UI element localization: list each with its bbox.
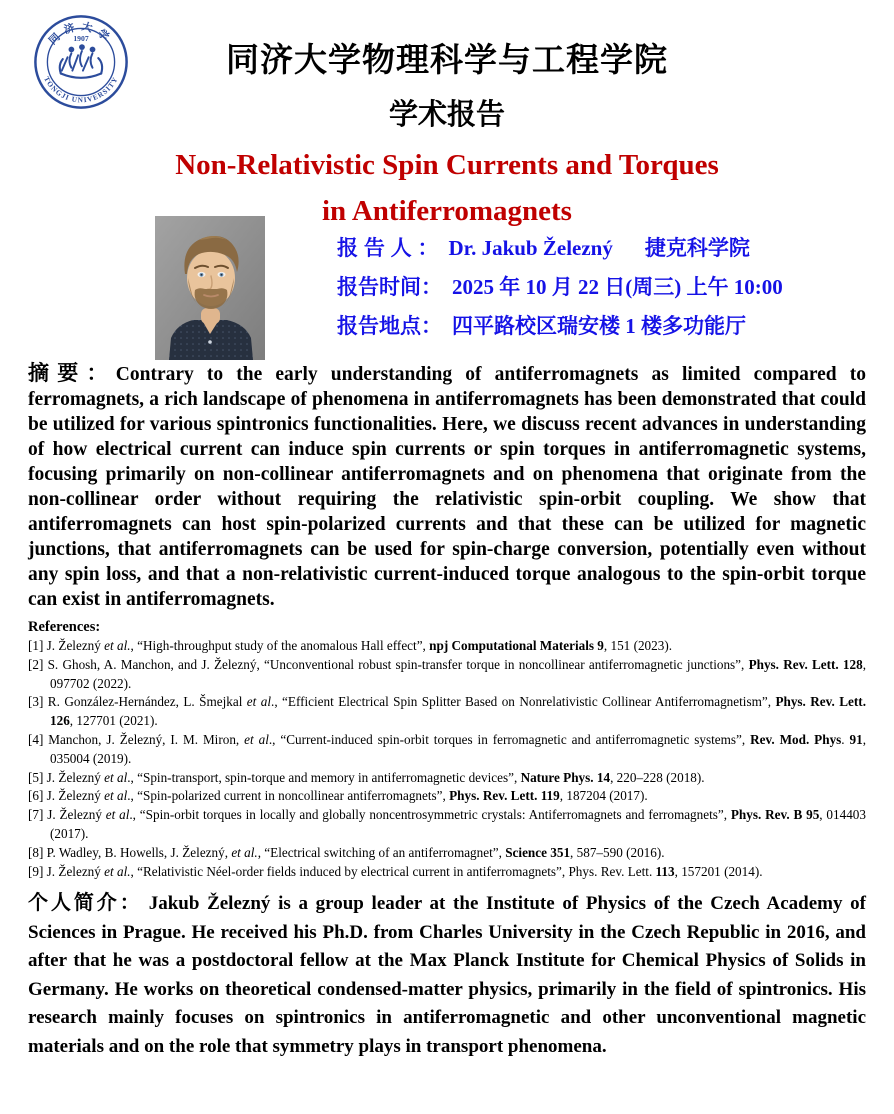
speaker-photo (155, 216, 265, 360)
venue-line (337, 313, 783, 352)
reference-item: [8] P. Wadley, B. Howells, J. Železný, et al., “Electrical switching of an antiferromagnet”, Science 351, 587–590 (2016). (28, 844, 665, 860)
speaker-name: Dr. Jakub Železný (448, 236, 613, 260)
reference-item: [7] J. Železný et al., “Spin-orbit torques in locally and globally noncentrosymmetric crystals: Antiferromagnets and ferromagnets”, Phys. Rev. B 95, 014403 (2017). (28, 807, 866, 841)
logo-year: 1907 (73, 33, 89, 43)
speaker-info (337, 235, 783, 352)
references-list (28, 637, 866, 881)
abstract-paragraph (28, 361, 866, 612)
abstract-text: Contrary to the early understanding of antiferromagnets as limited compared to ferromagnets, a rich landscape of phenomena in antiferromagnets has been demonstrated that could be utilized for various spintronics functionalities. Here, we discuss recent advances in understanding of how electrical current can induce spin currents or spin torques in antiferromagnetic systems, focusing primarily on non-collinear antiferromagnets and on phenomena that originate from the non-collinear order without requiring the relativistic spin-orbit coupling. We show that antiferromagnets can host spin-polarized currents and that these can be utilized for magnetic junctions, that antiferromagnets can be used for spin-charge conversion, potentially even without any spin loss, and that a non-relativistic current-induced torque analogous to the spin-orbit torque can exist in antiferromagnets. (28, 364, 866, 610)
venue-label: 报告地点： (337, 315, 442, 338)
poster-body (0, 361, 894, 1061)
reference-item: [6] J. Železný et al., “Spin-polarized current in noncollinear antiferromagnets”, Phys. Rev. Lett. 119, 187204 (2017). (28, 788, 648, 804)
speaker-portrait-icon (155, 216, 265, 360)
abstract-label: 摘要： (28, 362, 116, 385)
reference-item: [4] Manchon, J. Železný, I. M. Miron, et al., “Current-induced spin-orbit torques in ferromagnetic and antiferromagnetic systems”, Rev. Mod. Phys. 91, 035004 (2019). (28, 731, 867, 766)
bio-paragraph (28, 889, 866, 1061)
speaker-line (337, 235, 783, 274)
reference-item: [2] S. Ghosh, A. Manchon, and J. Železný, “Unconventional robust spin-transfer torque in noncollinear antiferromagnetic junctions”, Phys. Rev. Lett. 128, 097702 (2022). (28, 656, 866, 691)
reference-item: [3] R. González-Hernández, L. Šmejkal et al., “Efficient Electrical Spin Splitter Based on Nonrelativistic Collinear Antiferromagnetism”, Phys. Rev. Lett. 126, 127701 (2021). (28, 694, 866, 729)
reference-item: [9] J. Železný et al., “Relativistic Néel-order fields induced by electrical current in antiferromagnets”, Phys. Rev. Lett. 113, 157201 (2014). (28, 863, 763, 879)
event-type: 学术报告 (388, 99, 505, 131)
school-name: 同济大学物理科学与工程学院 (226, 41, 668, 78)
bio-label: 个人简介： (28, 892, 143, 915)
bio-text: Jakub Železný is a group leader at the Institute of Physics of the Czech Academy of Sciences in Prague. He received his Ph.D. from Charles University in the Czech Republic in 2016, and after that he was a postdoctoral fellow at the Max Planck Institute for Chemical Physics of Solids in Germany. He works on theoretical condensed-matter physics, primarily in the field of spintronics. His research mainly focuses on spintronics in antiferromagnetic and other unconventional magnetic materials and on the role that symmetry plays in transport phenomena. (28, 893, 866, 1057)
reference-item: [1] J. Železný et al., “High-throughput study of the anomalous Hall effect”, npj Computational Materials 9, 151 (2023). (28, 638, 673, 653)
time-line (337, 274, 783, 313)
talk-title (0, 142, 894, 234)
references-section (28, 618, 866, 881)
talk-title-line1: Non-Relativistic Spin Currents and Torques (175, 149, 719, 181)
logo-university-en: TONGJI UNIVERSITY (42, 75, 120, 105)
speaker-affiliation: 捷克科学院 (644, 237, 750, 260)
speaker-label: 报 告 人 ： (337, 237, 439, 260)
time-value: 2025 年 10 月 22 日(周三) 上午 10:00 (452, 275, 783, 299)
talk-title-line2: in Antiferromagnets (322, 195, 572, 227)
venue-value: 四平路校区瑞安楼 1 楼多功能厅 (452, 314, 746, 338)
reference-item: [5] J. Železný et al., “Spin-transport, spin-torque and memory in antiferromagnetic devices”, Nature Phys. 14, 220–228 (2018). (28, 769, 705, 785)
logo-university-cn: 同济大学 (47, 21, 115, 48)
references-label: References: (28, 619, 101, 635)
poster-header (0, 0, 894, 358)
time-label: 报告时间： (337, 276, 442, 299)
